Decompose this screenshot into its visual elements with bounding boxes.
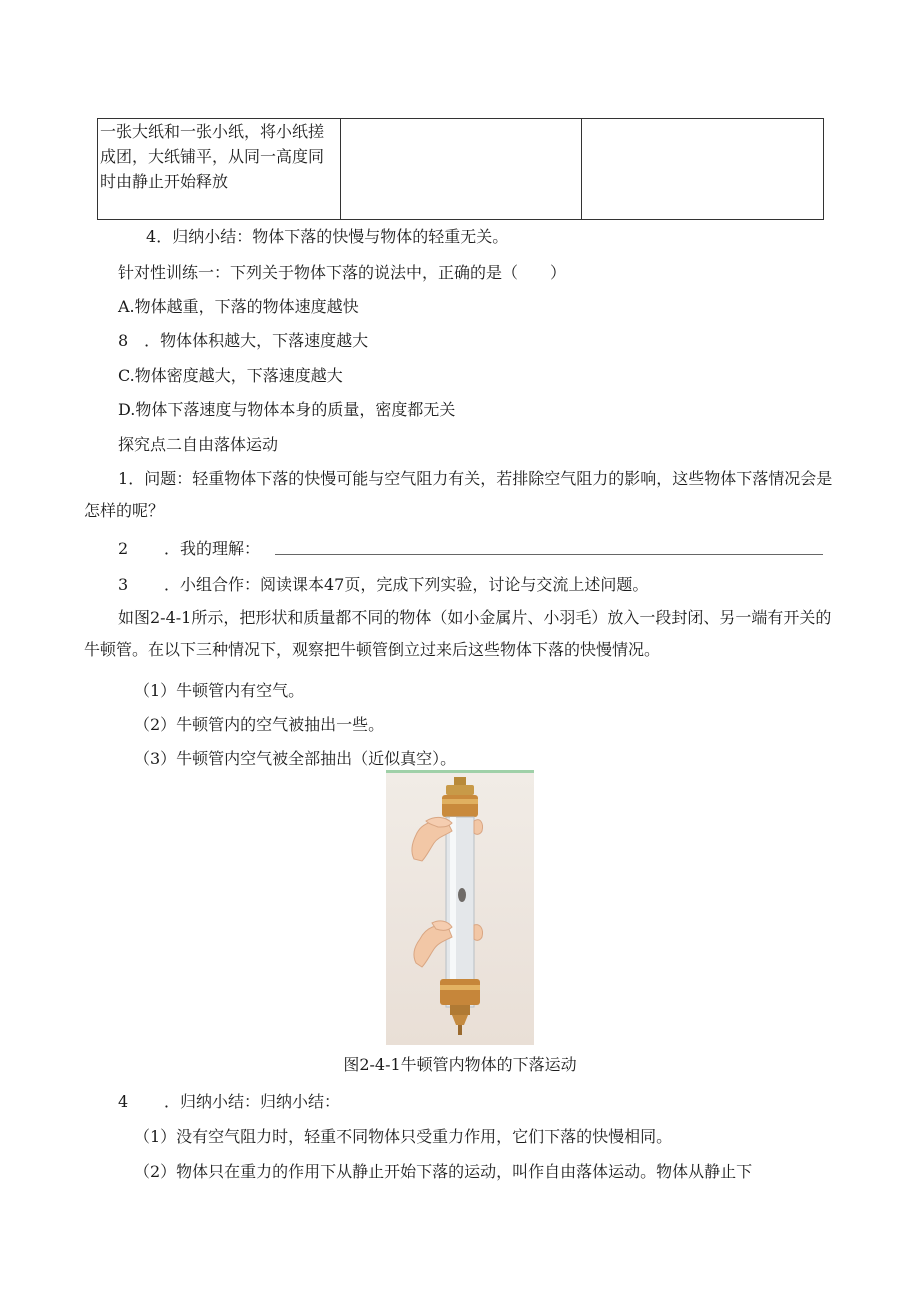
- summary-2-text: ．归纳小结：归纳小结：: [164, 1092, 341, 1111]
- exercise-option-b: 8 ．物体体积越大，下落速度越大: [118, 331, 369, 350]
- summary-2: [118, 1091, 340, 1113]
- exercise-option-c: C.物体密度越大，下落速度越大: [118, 366, 343, 385]
- case-1: （1）牛顿管内有空气。: [134, 681, 305, 700]
- summary-1-text: ．归纳小结：物体下落的快慢与物体的轻重无关。: [156, 227, 509, 246]
- item-1-number: 1: [118, 469, 129, 488]
- case-3: （3）牛顿管内空气被全部抽出（近似真空）。: [134, 749, 457, 768]
- answer-blank-line[interactable]: [275, 554, 823, 555]
- item-2-number: 2: [118, 539, 129, 558]
- newton-tube-illustration: [386, 773, 534, 1045]
- exercise-question: 针对性训练一：下列关于物体下落的说法中，正确的是（ ）: [118, 263, 567, 282]
- section-2-title: 探究点二自由落体运动: [118, 435, 279, 454]
- experiment-intro: 如图2-4-1所示，把形状和质量都不同的物体（如小金属片、小羽毛）放入一段封闭、另一端有开关的牛顿管。在以下三种情况下，观察把牛顿管倒立过来后这些物体下落的快慢情况。: [84, 608, 832, 659]
- case-2: （2）牛顿管内的空气被抽出一些。: [134, 715, 385, 734]
- table-row: [98, 119, 824, 220]
- item-1-question: [84, 463, 844, 527]
- summary-2-point-1: （1）没有空气阻力时，轻重不同物体只受重力作用，它们下落的快慢相同。: [134, 1127, 673, 1146]
- exercise-option-d: D.物体下落速度与物体本身的质量，密度都无关: [118, 400, 456, 419]
- item-3: [118, 574, 648, 596]
- item-1-text: ．问题：轻重物体下落的快慢可能与空气阻力有关，若排除空气阻力的影响，这些物体下落情况会是怎样的呢？: [84, 469, 833, 520]
- experiment-table: [97, 118, 824, 220]
- item-3-number: 3: [118, 575, 129, 594]
- summary-1: [146, 226, 508, 248]
- summary-2-number: 4: [118, 1092, 129, 1111]
- item-3-text: ．小组合作：阅读课本47页，完成下列实验，讨论与交流上述问题。: [164, 575, 649, 594]
- item-2: [118, 538, 260, 560]
- newton-tube-figure: [386, 770, 534, 1045]
- summary-2-point-2: （2）物体只在重力的作用下从静止开始下落的运动，叫作自由落体运动。物体从静止下: [134, 1162, 753, 1181]
- table-cell-observation: [341, 119, 582, 220]
- table-cell-method: 一张大纸和一张小纸，将小纸搓成团，大纸铺平，从同一高度同时由静止开始释放: [98, 119, 341, 220]
- exercise-option-a: A.物体越重，下落的物体速度越快: [118, 297, 359, 316]
- item-2-text: ．我的理解：: [164, 539, 261, 558]
- summary-1-number: 4: [146, 227, 157, 246]
- table-cell-conclusion: [582, 119, 824, 220]
- figure-caption: 图2-4-1牛顿管内物体的下落运动: [343, 1055, 577, 1074]
